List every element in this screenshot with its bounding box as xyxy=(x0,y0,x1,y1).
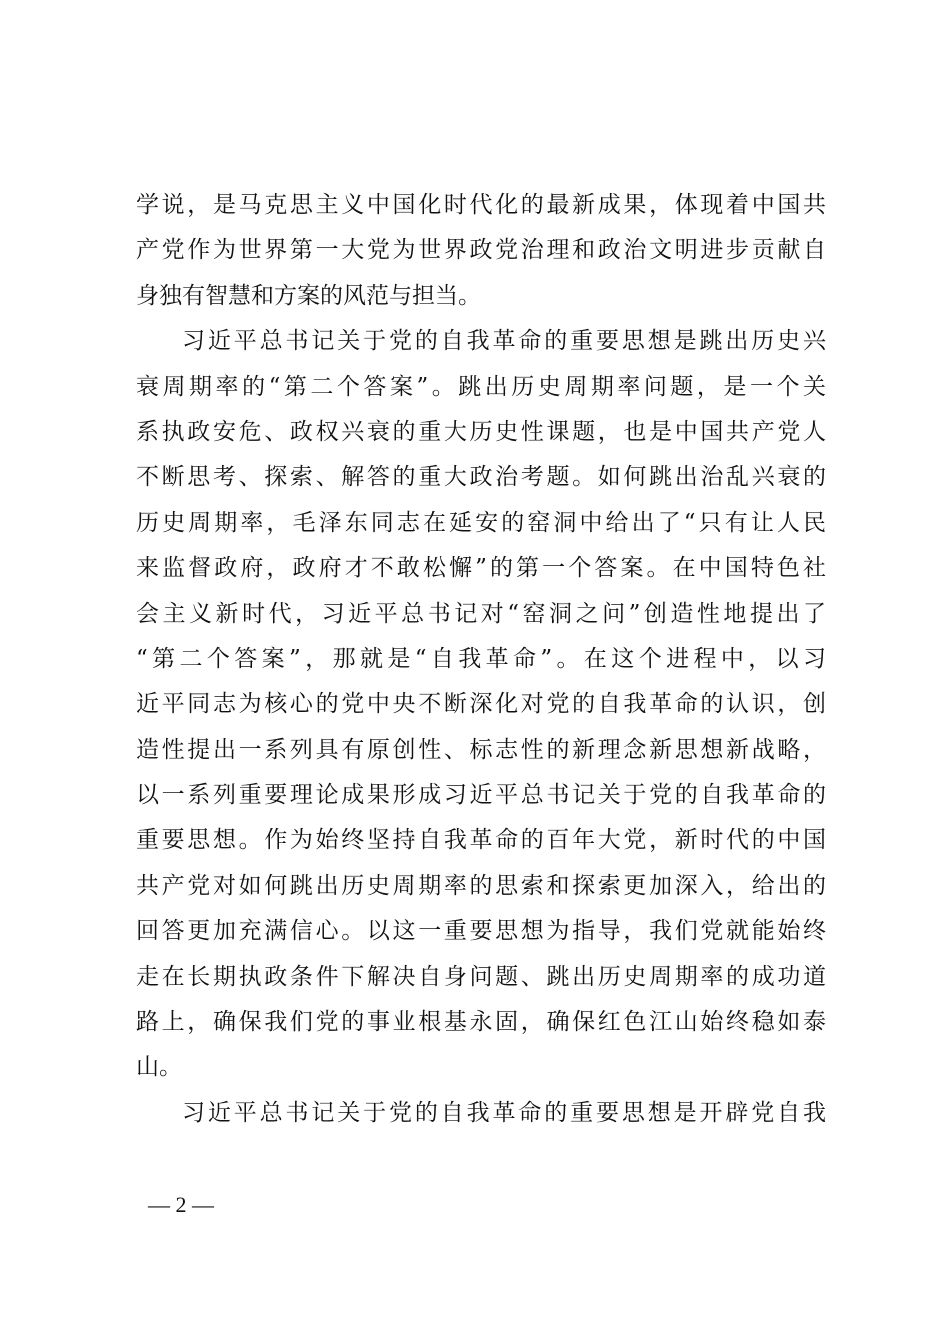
paragraph-first-line: 习近平总书记关于党的自我革命的重要思想是开辟党自我 xyxy=(182,1099,826,1126)
text-line: 来监督政府，政府才不敢松懈”的第一个答案。在中国特色社 xyxy=(136,555,826,582)
text-line: 不断思考、探索、解答的重大政治考题。如何跳出治乱兴衰的 xyxy=(136,464,826,491)
text-line: 共产党对如何跳出历史周期率的思索和探索更加深入，给出的 xyxy=(136,872,826,899)
text-line: 系执政安危、政权兴衰的重大历史性课题，也是中国共产党人 xyxy=(136,418,826,445)
text-line: 历史周期率，毛泽东同志在延安的窑洞中给出了“只有让人民 xyxy=(136,509,826,536)
text-line: 会主义新时代，习近平总书记对“窑洞之问”创造性地提出了 xyxy=(136,600,826,627)
body-text xyxy=(136,183,826,1136)
text-line: 近平同志为核心的党中央不断深化对党的自我革命的认识，创 xyxy=(136,691,826,718)
text-line: 衰周期率的“第二个答案”。跳出历史周期率问题，是一个关 xyxy=(136,373,826,400)
text-line: 重要思想。作为始终坚持自我革命的百年大党，新时代的中国 xyxy=(136,827,826,854)
text-line: 身独有智慧和方案的风范与担当。 xyxy=(136,282,481,309)
text-line: 学说，是马克思主义中国化时代化的最新成果，体现着中国共 xyxy=(136,192,826,218)
text-line: “第二个答案”，那就是“自我革命”。在这个进程中，以习 xyxy=(136,645,826,672)
text-line: 山。 xyxy=(136,1054,182,1081)
text-line: 产党作为世界第一大党为世界政党治理和政治文明进步贡献自 xyxy=(136,237,826,264)
text-line: 路上，确保我们党的事业根基永固，确保红色江山始终稳如泰 xyxy=(136,1009,826,1036)
text-line: 回答更加充满信心。以这一重要思想为指导，我们党就能始终 xyxy=(136,918,826,945)
paragraph-first-line: 习近平总书记关于党的自我革命的重要思想是跳出历史兴 xyxy=(182,328,826,355)
text-line: 以一系列重要理论成果形成习近平总书记关于党的自我革命的 xyxy=(136,782,826,809)
text-line: 走在长期执政条件下解决自身问题、跳出历史周期率的成功道 xyxy=(136,963,826,990)
page-number: — 2 — xyxy=(148,1192,214,1217)
text-line: 造性提出一系列具有原创性、标志性的新理念新思想新战略， xyxy=(136,736,826,763)
